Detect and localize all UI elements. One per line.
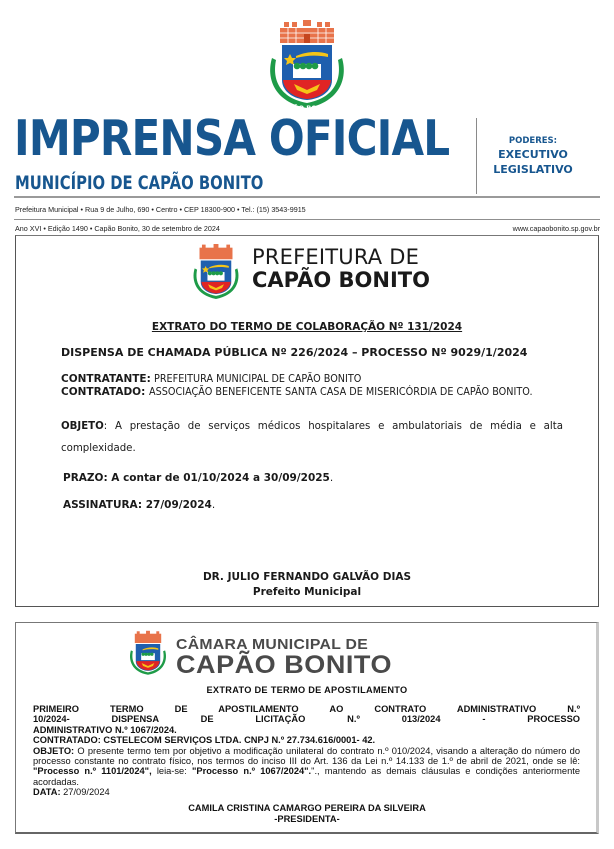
prefeitura-wordmark-line2: CAPÃO BONITO (252, 268, 430, 292)
header-rule (14, 196, 600, 198)
address-line: Prefeitura Municipal • Rua 9 de Julho, 690 • Centro • CEP 18300-900 • Tel.: (15) 3543-9915 (15, 205, 306, 214)
data-label: DATA: (33, 787, 61, 798)
objeto-paragraph (61, 416, 563, 460)
crest-motto: CAPÃO BONITO (279, 104, 335, 112)
contratante-line (61, 373, 380, 385)
masthead-divider (476, 118, 477, 194)
apostilamento-heading-line1: PRIMEIRO TERMO DE APOSTILAMENTO AO CONTRATO ADMINISTRATIVO N.º (33, 704, 580, 714)
prazo-period: . (329, 472, 334, 484)
contratante-value: PREFEITURA MUNICIPAL DE CAPÃO BONITO (154, 373, 362, 385)
apostilamento-heading-line3: ADMINISTRATIVO N.º 1067/2024. (33, 724, 177, 735)
signer-name: DR. JULIO FERNANDO GALVÃO DIAS (202, 571, 412, 583)
prefeitura-wordmark (252, 246, 430, 292)
extract-title: EXTRATO DO TERMO DE COLABORAÇÃO Nº 131/2024 (151, 321, 463, 333)
apostilamento-contratado: CONTRATADO: CSTELECOM SERVIÇOS LTDA. CNPJ N.º 27.734.616/0001- 42. (33, 735, 376, 746)
publication-subtitle: MUNICÍPIO DE CAPÃO BONITO (15, 172, 264, 194)
edition-line: Ano XVI • Edição 1490 • Capão Bonito, 30 de setembro de 2024 (15, 224, 220, 233)
prefeitura-crest-icon (188, 244, 244, 302)
power-executivo: EXECUTIVO (498, 148, 568, 161)
assinatura-period: . (211, 499, 216, 511)
dispensa-heading: DISPENSA DE CHAMADA PÚBLICA Nº 226/2024 – PROCESSO Nº 9029/1/2024 (61, 346, 528, 359)
powers-block (478, 135, 588, 177)
contratado-line (61, 386, 566, 398)
apostilamento-body (33, 704, 580, 798)
assinatura-line (63, 499, 215, 511)
power-legislativo: LEGISLATIVO (493, 163, 573, 176)
municipal-crest-logo (262, 18, 352, 113)
camara-wordmark (176, 636, 392, 679)
camara-wordmark-line1: CÂMARA MUNICIPAL DE (176, 636, 369, 653)
objeto-text-part2: leia-se: (151, 766, 192, 777)
apostilamento-title: EXTRATO DE TERMO DE APOSTILAMENTO (206, 685, 408, 695)
objeto-label: OBJETO (61, 421, 104, 432)
objeto-new-process: "Processo n.º 1067/2024". (191, 766, 312, 777)
contratado-label: CONTRATADO: (61, 386, 146, 398)
camara-wordmark-line2: CAPÃO BONITO (176, 651, 392, 679)
apostilamento-heading-line2: 10/2024- DISPENSA DE LICITAÇÃO N.º 013/2024 - PROCESSO (33, 714, 580, 725)
signer-role: Prefeito Municipal (252, 586, 362, 598)
assinatura-text: ASSINATURA: 27/09/2024 (63, 499, 212, 511)
prazo-line (63, 472, 333, 484)
prazo-text: PRAZO: A contar de 01/10/2024 a 30/09/2025 (63, 472, 330, 484)
objeto-value: : A prestação de serviços médicos hospitalares e ambulatoriais de média e alta complexidade. (61, 421, 563, 454)
camara-signer-role: -PRESIDENTA- (274, 814, 340, 824)
objeto-text-part3: "., mantendo as demais cláusulas e condições anteriormente acordadas. (33, 766, 581, 787)
apostilamento-data (33, 787, 580, 797)
website-link[interactable]: www.capaobonito.sp.gov.br (512, 224, 600, 233)
data-value: 27/09/2024 (60, 787, 110, 798)
prefeitura-wordmark-line1: PREFEITURA DE (252, 245, 420, 269)
apostilamento-objeto-label: OBJETO: (33, 745, 75, 756)
camara-signer-name: CAMILA CRISTINA CAMARGO PEREIRA DA SILVEIRA (188, 803, 426, 813)
publication-title: IMPRENSA OFICIAL (14, 110, 450, 167)
powers-label: PODERES: (508, 136, 558, 146)
camara-crest-icon (126, 630, 170, 678)
objeto-text-part1: O presente termo tem por objetivo a modificação unilateral do contrato n.º 010/2024, visando a alteração do número do processo constante no contrato físico, nos termos do inciso III do Art. 136 da Lei n.º 14.133 de 1.º de abril de 2021, onde se lê: (33, 745, 580, 767)
apostilamento-objeto (33, 746, 580, 788)
objeto-old-process: "Processo n.º 1101/2024", (33, 766, 152, 777)
contratante-label: CONTRATANTE: (61, 373, 151, 385)
contratado-value: ASSOCIAÇÃO BENEFICENTE SANTA CASA DE MISERICÓRDIA DE CAPÃO BONITO. (148, 386, 533, 398)
header-rule-thin (14, 219, 600, 220)
